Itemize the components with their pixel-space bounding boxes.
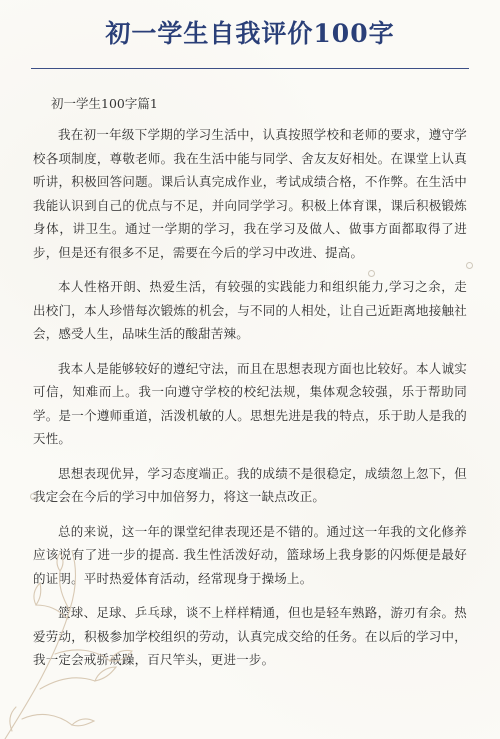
decorative-dot (466, 262, 473, 269)
decorative-dot (30, 493, 37, 500)
paragraph-1: 我在初一年级下学期的学习生活中，认真按照学校和老师的要求，遵守学校各项制度，尊敬老师。我在生活中能与同学、舍友友好相处。在课堂上认真听讲，积极回答问题。课后认真完成作业，考试成绩合格，不作弊。在生活中我能认识到自己的优点与不足，并向同学学习。积极上体育课，课后积极锻炼身体，讲卫生。通过一学期的学习，我在学习及做人、做事方面都取得了进步，但是还有很多不足，需要在今后的学习中改进、提高。 (33, 127, 467, 260)
paragraph-6: 篮球、足球、乒乓球，谈不上样样精通，但也是轻车熟路，游刃有余。热爱劳动，积极参加学校组织的劳动，认真完成交给的任务。在以后的学习中，我一定会戒骄戒躁，百尺竿头，更进一步。 (33, 605, 467, 667)
section-subtitle: 初一学生100字篇1 (51, 96, 158, 111)
title-divider (31, 68, 469, 69)
page-title: 初一学生自我评价100字 (105, 19, 395, 48)
decorative-dot (368, 270, 375, 277)
paragraph-4: 思想表现优异，学习态度端正。我的成绩不是很稳定，成绩忽上忽下，但我定会在今后的学习中加倍努力，将这一缺点改正。 (33, 465, 467, 504)
paragraph-2: 本人性格开朗、热爱生活，有较强的实践能力和组织能力,学习之余，走出校门，本人珍惜每次锻炼的机会，与不同的人相处，让自己近距离地接触社会，感受人生，品味生活的酸甜苦辣。 (33, 279, 467, 341)
document-body (33, 95, 467, 683)
paragraph-3: 我本人是能够较好的遵纪守法，而且在思想表现方面也比较好。本人诚实可信，知难而上。我一向遵守学校的校纪法规，集体观念较强，乐于帮助同学。是一个遵师重道，活泼机敏的人。思想先进是我的特点，乐于助人是我的天性。 (33, 360, 467, 446)
paragraph-5: 总的来说，这一年的课堂纪律表现还是不错的。通过这一年我的文化修养应该说有了进一步的提高. 我生性活泼好动，篮球场上我身影的闪烁便是最好的证明。平时热爱体育活动，经常现身于操场上。 (33, 523, 467, 586)
